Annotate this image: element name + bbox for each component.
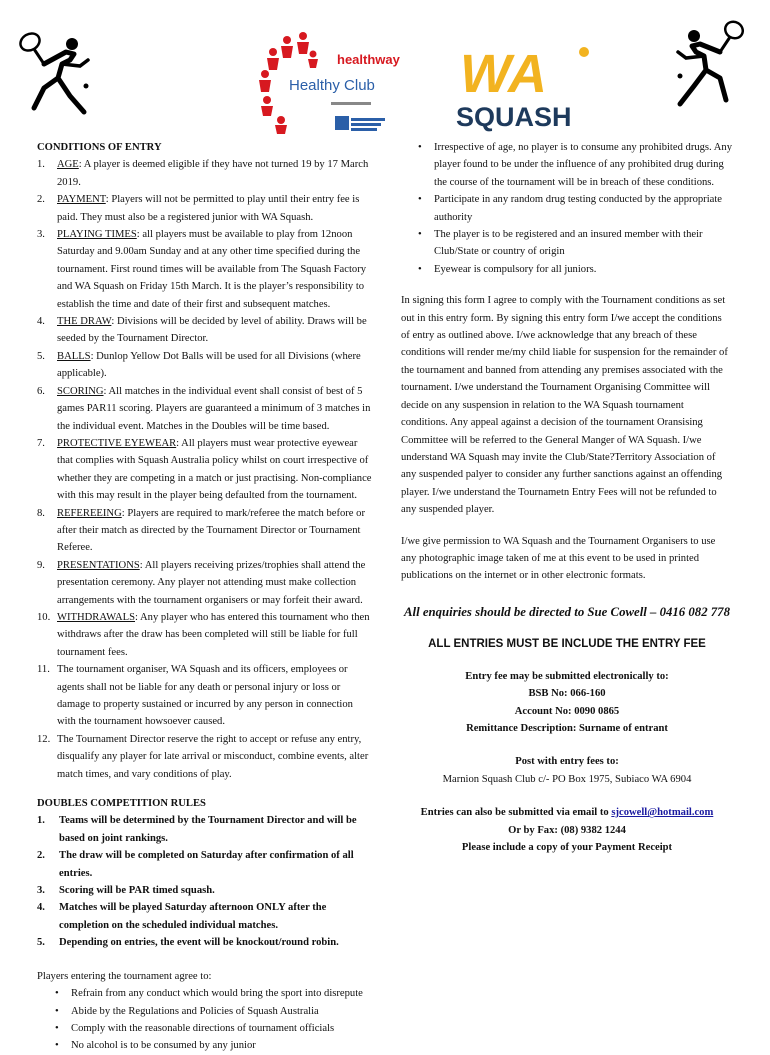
receipt-note: Please include a copy of your Payment Receipt: [461, 842, 673, 853]
condition-number: 9.: [37, 559, 45, 571]
condition-text: The Tournament Director reserve the right to accept or refuse any entry, disqualify any player for late arrival or misconduct, combine events, alter match times, and vary conditions of play.: [57, 733, 369, 780]
condition-title: BALLS: [57, 350, 91, 362]
condition-item: [37, 313, 373, 348]
condition-title: SCORING: [57, 385, 104, 397]
conduct-item: • Irrespective of age, no player is to consume any prohibited drugs. Any player found to be under the influence of any prohibited drug during the course of the tournament will be in breach of these conditions.: [401, 139, 733, 191]
entry-fee-block: [401, 668, 733, 738]
condition-text: : Any player who has entered this tournament who then withdraws after the draw has been completed will still be liable for full tournament fees.: [57, 611, 370, 658]
remittance-description: Remittance Description: Surname of entrant: [466, 722, 668, 734]
squash-logo-text: SQUASH: [456, 102, 572, 132]
condition-text: The tournament organiser, WA Squash and its officers, employees or agents shall not be liable for any death or personal injury or loss or damage to property sustained or incurred by any person in connection with the tournament howsoever caused.: [57, 664, 353, 728]
doubles-rule-text: The draw will be completed on Saturday after confirmation of all entries.: [59, 850, 354, 879]
right-column: [401, 139, 733, 856]
post-label: Post with entry fees to:: [515, 756, 619, 768]
signing-paragraph: In signing this form I agree to comply with the Tournament conditions as set out in this entry form. By signing this entry form I/we accept the conditions of entry as outlined above. I/we acknowledge that any breach of these conditions will render me/my child liable for suspension for the remainder of the tournament and banned from attending any premises associated with the tournament. I/we understand the Tournament Organising Committee will decide on any suspension in relation to the WA Squash tournament conditions. Any appeal against a decision of the tournament Oransising Committee will be referred to the General Manger of WA Squash. I/we understand WA Squash may invite the Club/State?Territory Association of any suspended palyer to consider any further sanctions against an offending player. I/we understand the Tournametn Entry Fees will not be refunded to any suspended player.: [401, 295, 728, 516]
condition-number: 3.: [37, 229, 45, 241]
doubles-rule-number: 2.: [37, 850, 45, 862]
condition-text: : all players must be available to play from 12noon Saturday and 9.00am Sunday and at any other time specified during the tournament. First round times will be available from The Squash Factory and WA Squash on Friday 15th March. It is the player’s responsibility to establish the time and date of their first and subsequent matches.: [57, 229, 367, 310]
doubles-rule-text: Scoring will be PAR timed squash.: [59, 885, 215, 897]
healthy-club-text: Healthy Club: [289, 77, 375, 94]
agree-list: [37, 985, 373, 1055]
doubles-rule-text: Teams will be determined by the Tournament Director and will be based on joint rankings.: [59, 815, 357, 844]
condition-text: : Divisions will be decided by level of ability. Draws will be seeded by the Tournament Director.: [57, 316, 367, 345]
condition-number: 10.: [37, 611, 51, 623]
condition-item: [37, 661, 373, 731]
fee-intro: Entry fee may be submitted electronically to:: [465, 670, 669, 682]
squash-player-left-logo: [14, 30, 94, 120]
doubles-rule-item: [37, 934, 373, 951]
condition-number: 8.: [37, 507, 45, 519]
condition-number: 11.: [37, 664, 50, 676]
enquiries-line: All enquiries should be directed to Sue Cowell – 0416 082 778: [404, 604, 730, 619]
condition-item: [37, 557, 373, 609]
condition-title: PAYMENT: [57, 194, 106, 206]
doubles-rule-item: [37, 899, 373, 934]
conditions-list: [37, 156, 373, 783]
condition-item: [37, 156, 373, 191]
condition-text: : All players must wear protective eyewear that complies with Squash Australia policy whilst on court irrespective of whether they are competing in a match or just practising. Non-compliance with this may result in the player being defaulted from the tournament.: [57, 437, 372, 502]
condition-title: PROTECTIVE EYEWEAR: [57, 437, 177, 449]
condition-item: [37, 383, 373, 435]
condition-title: AGE: [57, 159, 79, 171]
doubles-rule-number: 4.: [37, 902, 45, 914]
condition-text: : All players receiving prizes/trophies shall attend the presentation ceremony. Any player not attending must make collection arrangements with the tournament organisers or may forfeit their award.: [57, 559, 366, 606]
agree-intro: Players entering the tournament agree to:: [37, 970, 212, 982]
doubles-rule-item: [37, 882, 373, 899]
wa-squash-logo: [452, 40, 597, 135]
doubles-rule-item: [37, 847, 373, 882]
condition-title: PLAYING TIMES: [57, 229, 137, 241]
bsb-number: BSB No: 066-160: [528, 688, 606, 700]
agree-item: • No alcohol is to be consumed by any junior: [37, 1037, 373, 1054]
email-block: [401, 804, 733, 856]
email-line: [401, 804, 733, 821]
condition-item: [37, 731, 373, 783]
doubles-rule-number: 5.: [37, 937, 45, 949]
condition-item: [37, 226, 373, 313]
condition-item: [37, 609, 373, 661]
condition-item: [37, 191, 373, 226]
condition-number: 1.: [37, 159, 45, 171]
account-number: Account No: 0090 0865: [514, 705, 620, 717]
doubles-rule-text: Matches will be played Saturday afternoon ONLY after the completion on the scheduled individual matches.: [59, 902, 327, 931]
doubles-heading: DOUBLES COMPETITION RULES: [37, 798, 206, 810]
conduct-item: • Eyewear is compulsory for all juniors.: [401, 261, 733, 278]
agree-item: • Comply with the reasonable directions of tournament officials: [37, 1020, 373, 1037]
condition-item: [37, 435, 373, 505]
conduct-item: • The player is to be registered and an insured member with their Club/State or country of origin: [401, 226, 733, 261]
condition-number: 7.: [37, 437, 45, 449]
entries-fee-notice: ALL ENTRIES MUST BE INCLUDE THE ENTRY FEE: [428, 637, 706, 650]
healthway-healthy-club-logo: [253, 30, 403, 138]
conduct-list: [401, 139, 733, 278]
condition-text: : Players will not be permitted to play until their entry fee is paid. They must also be a registered junior with WA Squash.: [57, 194, 360, 223]
conduct-item: • Participate in any random drug testing conducted by the appropriate authority: [401, 191, 733, 226]
left-column: [37, 139, 373, 1055]
doubles-rule-item: [37, 812, 373, 847]
photo-permission-paragraph: I/we give permission to WA Squash and the Tournament Organisers to use any photographic image taken of me at this event to be used in printed publications on the internet or in other electronic formats.: [401, 535, 716, 582]
condition-number: 12.: [37, 733, 51, 745]
agree-item: • Abide by the Regulations and Policies of Squash Australia: [37, 1003, 373, 1020]
conditions-heading: CONDITIONS OF ENTRY: [37, 142, 162, 153]
healthway-brand-text: healthway: [337, 52, 400, 67]
condition-title: REFEREEING: [57, 507, 122, 519]
condition-text: : Players are required to mark/referee the match before or after their match as directed by the Tournament Director or Tournament Referee.: [57, 507, 365, 554]
doubles-rule-number: 3.: [37, 885, 45, 897]
condition-number: 2.: [37, 194, 45, 206]
doubles-rule-number: 1.: [37, 815, 45, 827]
doubles-rules-list: [37, 812, 373, 951]
email-prefix: Entries can also be submitted via email to: [420, 807, 612, 819]
email-link[interactable]: sjcowell@hotmail.com: [611, 807, 714, 819]
condition-title: PRESENTATIONS: [57, 559, 140, 571]
condition-number: 5.: [37, 350, 45, 362]
condition-item: [37, 348, 373, 383]
condition-number: 6.: [37, 385, 45, 397]
fax-line: Or by Fax: (08) 9382 1244: [508, 824, 626, 836]
agree-item: • Refrain from any conduct which would bring the sport into disrepute: [37, 985, 373, 1002]
condition-item: [37, 505, 373, 557]
condition-text: : Dunlop Yellow Dot Balls will be used for all Divisions (where applicable).: [57, 350, 361, 380]
condition-title: THE DRAW: [57, 316, 112, 328]
condition-text: : All matches in the individual event shall consist of best of 5 games PAR11 scoring. Players are guaranteed a minimum of 3 matches in the individual event. Matches in the Doubles will be time based.: [57, 385, 371, 432]
wa-logo-text: WA: [460, 44, 547, 104]
condition-number: 4.: [37, 316, 45, 328]
condition-title: WITHDRAWALS: [57, 611, 136, 623]
post-address: Marnion Squash Club c/- PO Box 1975, Subiaco WA 6904: [442, 773, 692, 785]
condition-text: : A player is deemed eligible if they have not turned 19 by 17 March 2019.: [57, 159, 369, 188]
post-block: [401, 753, 733, 788]
doubles-rule-text: Depending on entries, the event will be knockout/round robin.: [59, 937, 339, 949]
squash-player-right-logo: [670, 18, 750, 113]
